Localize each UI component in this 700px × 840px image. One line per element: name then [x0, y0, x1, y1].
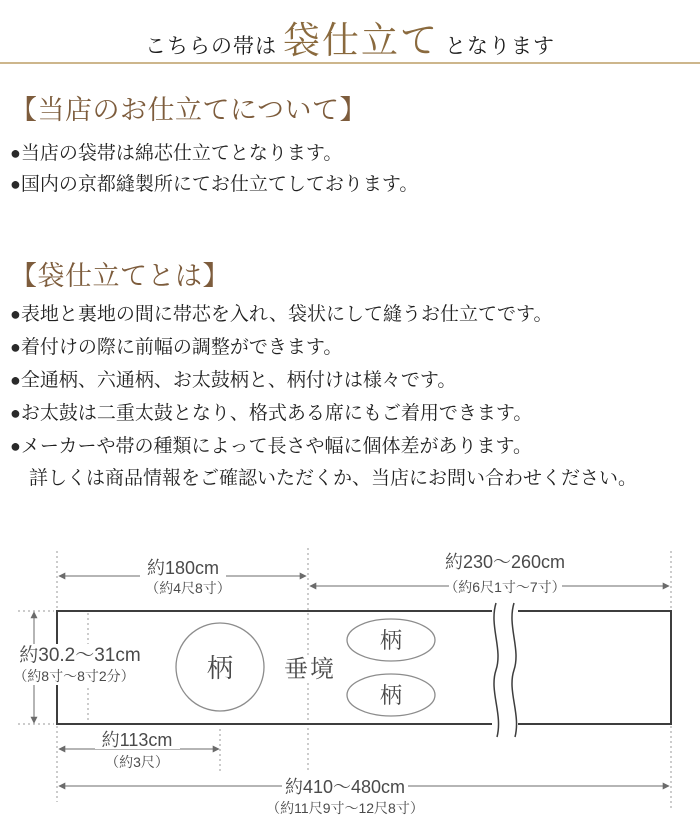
te-length-shaku-label: （約6尺1寸〜7寸）: [444, 579, 566, 595]
title-suffix: となります: [445, 34, 555, 58]
list-item: [10, 331, 700, 364]
obi-dimension-diagram: [0, 530, 700, 840]
bullet-icon: ●: [10, 143, 21, 163]
bullet-icon: ●: [10, 403, 21, 423]
bullet-icon: ●: [10, 370, 21, 390]
total-length-cm-label: 約410〜480cm: [284, 777, 406, 797]
list-item: [10, 430, 700, 463]
bullet-text: 着付けの際に前幅の調整ができます。: [20, 337, 343, 358]
title-prefix: こちらの帯は: [145, 34, 277, 58]
bullet-icon: ●: [10, 337, 21, 357]
pattern-label-upper: 柄: [379, 628, 403, 653]
section-heading-tailoring: 【当店のお仕立てについて】: [10, 95, 367, 125]
bullet-text: メーカーや帯の種類によって長さや幅に個体差があります。: [20, 436, 532, 457]
list-item: [10, 138, 700, 169]
list-item: [10, 298, 700, 331]
bullet-text: お太鼓は二重太鼓となり、格式ある席にもご着用できます。: [20, 403, 533, 424]
bullet-text: 表地と裏地の間に帯芯を入れ、袋状にして縫うお仕立てです。: [20, 304, 553, 325]
width-shaku-label: （約8寸〜8寸2分）: [13, 668, 135, 684]
bullet-icon: ●: [10, 304, 21, 324]
list-item: [10, 364, 700, 397]
bullet-icon: ●: [10, 174, 21, 194]
header-divider: [0, 62, 700, 64]
bullet-text: 当店の袋帯は綿芯仕立てとなります。: [20, 143, 343, 164]
page-title: [0, 10, 700, 64]
tare-length-shaku-label: （約4尺8寸）: [145, 580, 231, 596]
bullet-text: 国内の京都縫製所にてお仕立てしております。: [20, 174, 419, 195]
note-text: 詳しくは商品情報をご確認いただくか、当店にお問い合わせください。: [29, 468, 638, 489]
tare-length-cm-label: 約180cm: [146, 558, 220, 578]
tailoring-bullet-list: [10, 138, 700, 200]
total-length-shaku-label: （約11尺9寸〜12尺8寸）: [266, 800, 424, 816]
fukuro-bullet-list: [10, 298, 700, 495]
list-item: [10, 169, 700, 200]
break-wavy-icon: [494, 603, 517, 737]
width-cm-label: 約30.2〜31cm: [19, 645, 141, 666]
taiko-cm-label: 約113cm: [101, 730, 173, 750]
pattern-label-lower: 柄: [379, 683, 403, 708]
te-length-cm-label: 約230〜260cm: [444, 552, 566, 572]
bullet-icon: ●: [10, 436, 21, 456]
title-highlight: 袋仕立て: [283, 21, 439, 62]
list-item: [10, 397, 700, 430]
pattern-label-taiko: 柄: [206, 653, 234, 683]
list-item-note: [10, 463, 700, 495]
taiko-shaku-label: （約3尺）: [105, 754, 169, 770]
section-heading-fukuro: 【袋仕立てとは】: [10, 261, 230, 291]
tare-boundary-label: 垂境: [284, 656, 336, 683]
bullet-text: 全通柄、六通柄、お太鼓柄と、柄付けは様々です。: [20, 370, 457, 391]
